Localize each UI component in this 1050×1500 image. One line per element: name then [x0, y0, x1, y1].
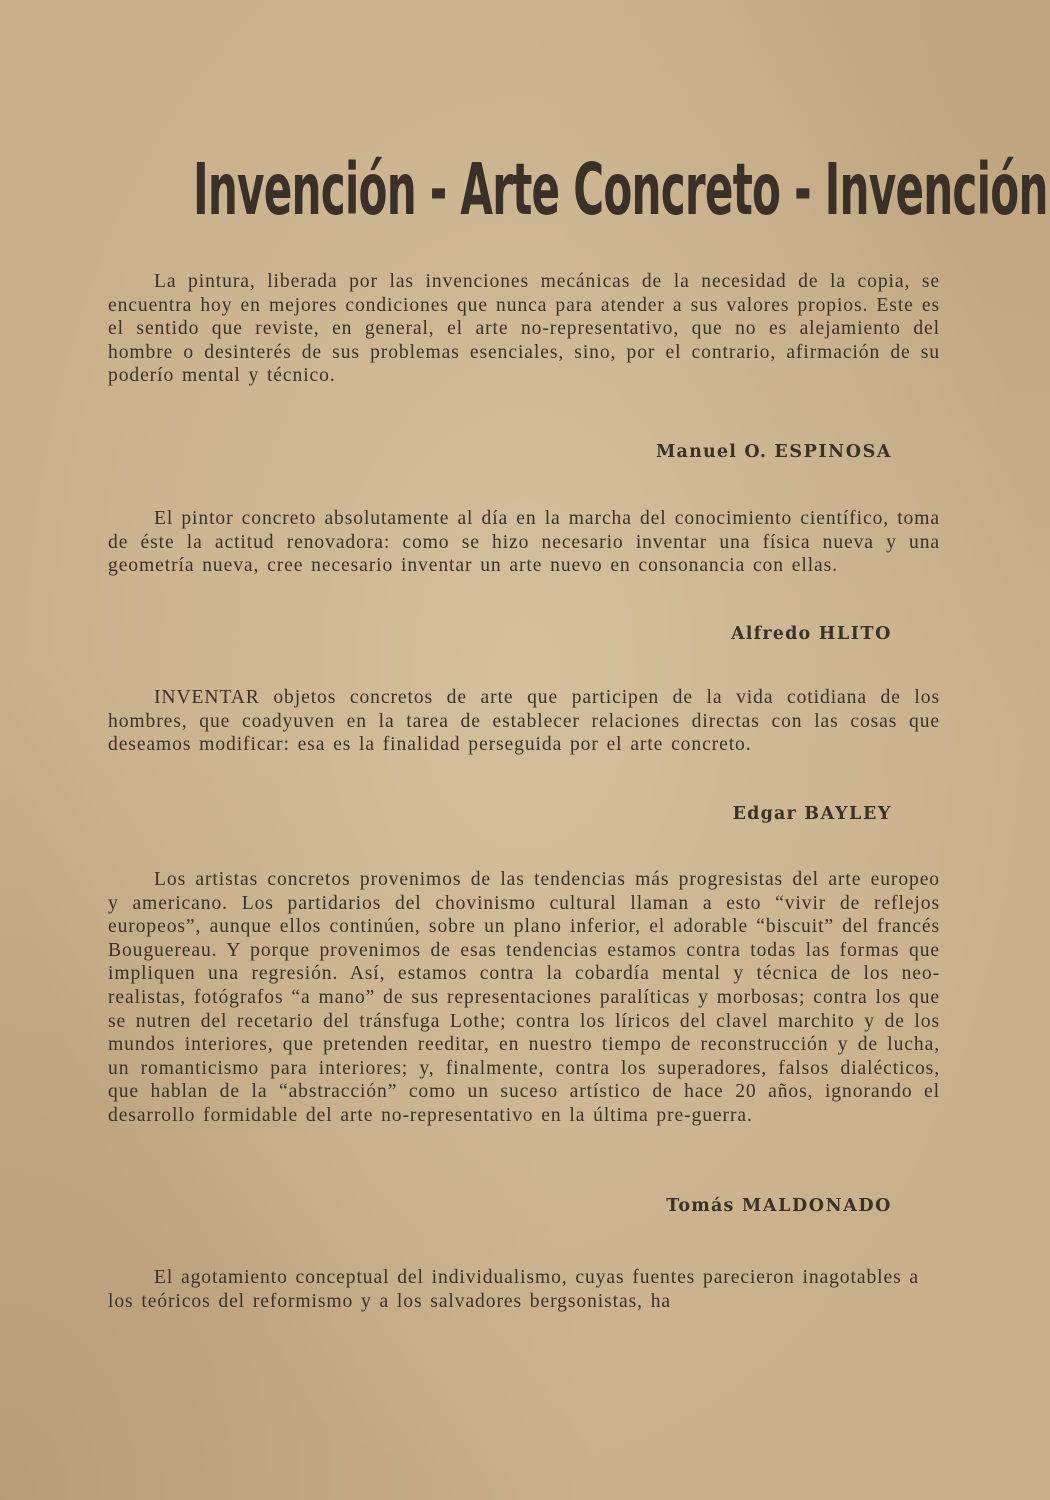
author-first-name: Edgar [732, 804, 797, 824]
page-title: Invención - Arte Concreto - Invención [192, 148, 1048, 232]
signature-hlito [731, 624, 892, 644]
paragraph-continued: El agotamiento conceptual del individualismo, cuyas fuentes parecieron inagotables a los teóricos del reformismo y a los salvadores bergsonistas, ha [108, 1267, 920, 1312]
author-last-name: BAYLEY [804, 804, 892, 824]
signature-maldonado [666, 1196, 892, 1216]
author-last-name: ESPINOSA [774, 442, 892, 462]
paragraph-bayley: INVENTAR objetos concretos de arte que participen de la vida cotidiana de los hombres, que coadyuven en la tarea de establecer relaciones directas con las cosas que deseamos modificar: esa es la finalidad perseguida por el arte concreto. [108, 687, 940, 756]
signature-bayley [733, 804, 892, 824]
author-last-name: MALDONADO [741, 1196, 892, 1216]
author-first-name: Manuel O. [655, 442, 768, 462]
author-first-name: Alfredo [730, 624, 812, 644]
signature-espinosa [656, 442, 892, 462]
author-last-name: HLITO [818, 624, 892, 644]
paragraph-maldonado: Los artistas concretos provenimos de las tendencias más progresistas del arte europeo y americano. Los partidarios del chovinismo cultural llaman a esto “vivir de reflejos europeos”, aunque ellos continúen, sobre un plano inferior, el adorable “biscuit” del francés Bouguereau. Y porque provenimos de esas tendencias estamos contra todas las formas que impliquen una regresión. Así, estamos contra la cobardía mental y técnica de los neo-realistas, fotógrafos “a mano” de sus representaciones paralíticas y morbosas; contra los que se nutren del recetario del tránsfuga Lothe; contra los líricos del clavel marchito y de los mundos interiores, que pretenden reeditar, en nuestro tiempo de reconstrucción y de lucha, un romanticismo para interiores; y, finalmente, contra los superadores, falsos dialécticos, que hablan de la “abstracción” como un suceso artístico de hace 20 años, ignorando el desarrollo formidable del arte no-representativo en la última pre-guerra. [108, 869, 940, 1126]
paragraph-hlito: El pintor concreto absolutamente al día en la marcha del conocimiento científico, toma de éste la actitud renovadora: como se hizo necesario inventar una física nueva y una geometría nueva, cree necesario inventar un arte nuevo en consonancia con ellas. [108, 508, 940, 577]
author-first-name: Tomás [666, 1196, 735, 1216]
paragraph-espinosa: La pintura, liberada por las invenciones mecánicas de la necesidad de la copia, se encuentra hoy en mejores condiciones que nunca para atender a sus valores propios. Este es el sentido que reviste, en general, el arte no-representativo, que no es alejamiento del hombre o desinterés de sus problemas esenciales, sino, por el contrario, afirmación de su poderío mental y técnico. [108, 271, 940, 387]
